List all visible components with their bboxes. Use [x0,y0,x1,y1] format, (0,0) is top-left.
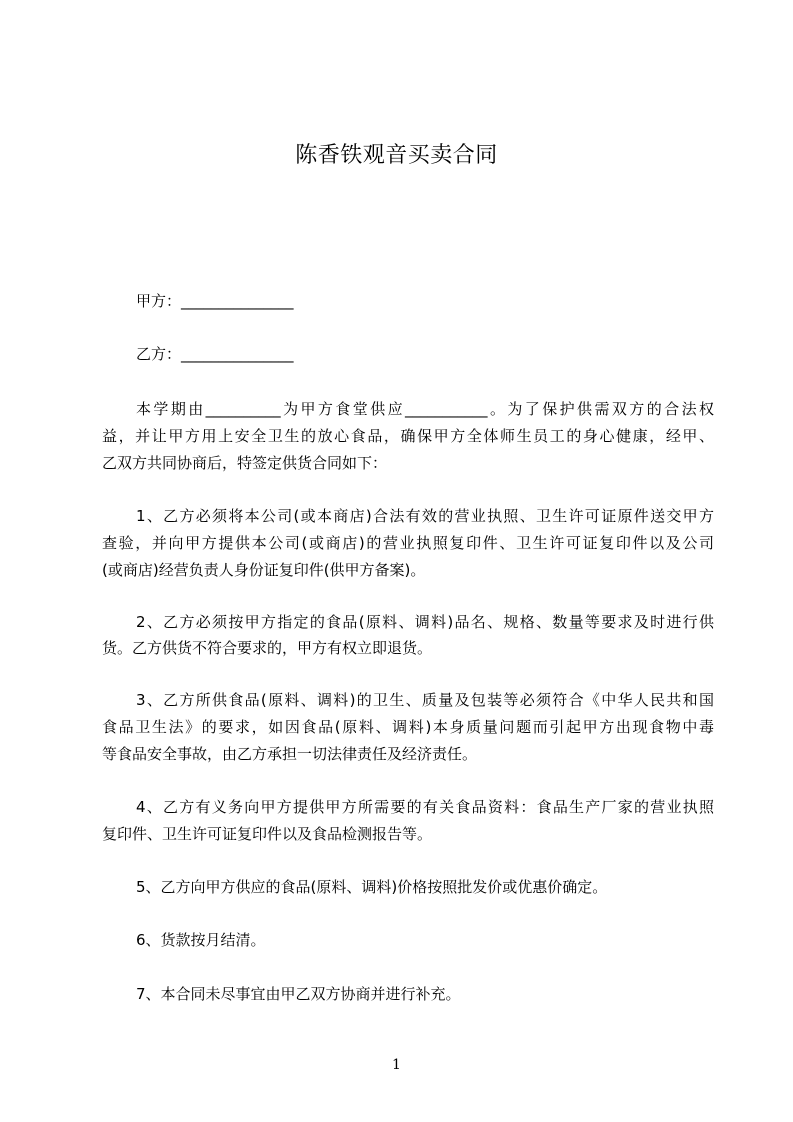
clause-line: 7、本合同未尽事宜由甲乙双方协商并进行补充。 [136,985,461,1003]
intro-line: 益，并让甲方用上安全卫生的放心食品，确保甲方全体师生员工的身心健康，经甲、 [102,427,714,445]
intro-line: 本学期由__________为甲方食堂供应___________。为了保护供需双方的合法权 [136,400,714,418]
intro-line: 乙双方共同协商后，特签定供货合同如下： [102,454,388,472]
clause-line: 等食品安全事故，由乙方承担一切法律责任及经济责任。 [102,745,478,763]
clause-line: 货。乙方供货不符合要求的，甲方有权立即退货。 [102,639,433,657]
clause-line: 1、乙方必须将本公司(或本商店)合法有效的营业执照、卫生许可证原件送交甲方 [136,507,714,525]
clause-line: 5、乙方向甲方供应的食品(原料、调料)价格按照批发价或优惠价确定。 [136,878,608,896]
document-title: 陈香铁观音买卖合同 [295,143,498,168]
clause-line: 复印件、卫生许可证复印件以及食品检测报告等。 [102,825,433,843]
clause-line: 4、乙方有义务向甲方提供甲方所需要的有关食品资料：食品生产厂家的营业执照 [136,798,714,816]
clause-line: 3、乙方所供食品(原料、调料)的卫生、质量及包装等必须符合《中华人民共和国 [136,691,714,709]
clause-line: 2、乙方必须按甲方指定的食品(原料、调料)品名、规格、数量等要求及时进行供 [136,613,714,631]
clause-line: 查验，并向甲方提供本公司(或商店)的营业执照复印件、卫生许可证复印件以及公司 [102,534,714,552]
page-number: 1 [392,1057,401,1073]
clause-line: (或商店)经营负责人身份证复印件(供甲方备案)。 [102,561,426,579]
clause-line: 6、货款按月结清。 [136,931,266,949]
party-a-line: 甲方：_______________ [136,292,294,310]
clause-line: 食品卫生法》的要求，如因食品(原料、调料)本身质量问题而引起甲方出现食物中毒 [102,718,714,736]
party-b-line: 乙方：_______________ [136,345,294,363]
